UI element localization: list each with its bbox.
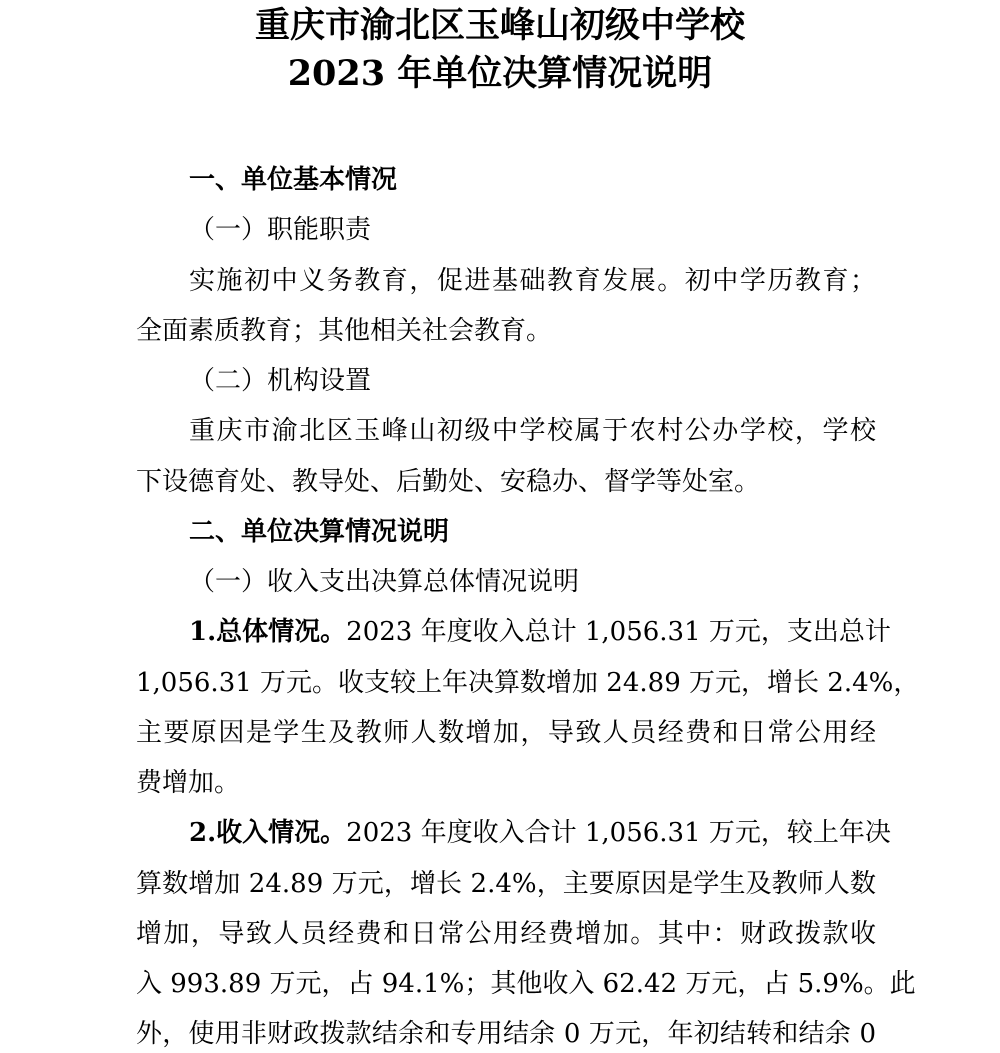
section-1-sub-2-heading: （二）机构设置 <box>189 366 372 396</box>
paragraph-line <box>189 815 891 851</box>
paragraph-label: 1.总体情况。 <box>189 617 347 647</box>
paragraph-line: 1,056.31 万元。收支较上年决算数增加 24.89 万元，增长 2.4%， <box>136 668 920 698</box>
paragraph-label: 2.收入情况。 <box>189 818 347 848</box>
paragraph-line: 增加，导致人员经费和日常公用经费增加。其中：财政拨款收 <box>136 919 876 949</box>
paragraph-line: 主要原因是学生及教师人数增加，导致人员经费和日常公用经 <box>136 718 876 748</box>
paragraph-line: 实施初中义务教育，促进基础教育发展。初中学历教育； <box>189 266 876 296</box>
paragraph-line: 重庆市渝北区玉峰山初级中学校属于农村公办学校，学校 <box>189 416 876 446</box>
paragraph-line: 全面素质教育；其他相关社会教育。 <box>136 316 553 346</box>
paragraph-line: 下设德育处、教导处、后勤处、安稳办、督学等处室。 <box>136 467 761 497</box>
paragraph-text: 2023 年度收入合计 1,056.31 万元，较上年决 <box>346 818 891 848</box>
paragraph-line: 算数增加 24.89 万元，增长 2.4%，主要原因是学生及教师人数 <box>136 869 876 899</box>
paragraph-line <box>189 614 891 650</box>
paragraph-line: 外，使用非财政拨款结余和专用结余 0 万元，年初结转和结余 0 <box>136 1019 876 1049</box>
section-2-heading: 二、单位决算情况说明 <box>189 517 450 547</box>
document-title-line-1: 重庆市渝北区玉峰山初级中学校 <box>254 5 745 46</box>
section-2-sub-1-heading: （一）收入支出决算总体情况说明 <box>189 567 580 597</box>
document-title-line-2: 2023 年单位决算情况说明 <box>287 53 713 94</box>
paragraph-text: 2023 年度收入总计 1,056.31 万元，支出总计 <box>346 617 891 647</box>
section-1-heading: 一、单位基本情况 <box>189 165 398 195</box>
paragraph-line: 入 993.89 万元，占 94.1%；其他收入 62.42 万元，占 5.9%。此 <box>136 969 916 999</box>
paragraph-line: 费增加。 <box>136 768 241 798</box>
section-1-sub-1-heading: （一）职能职责 <box>189 215 372 245</box>
